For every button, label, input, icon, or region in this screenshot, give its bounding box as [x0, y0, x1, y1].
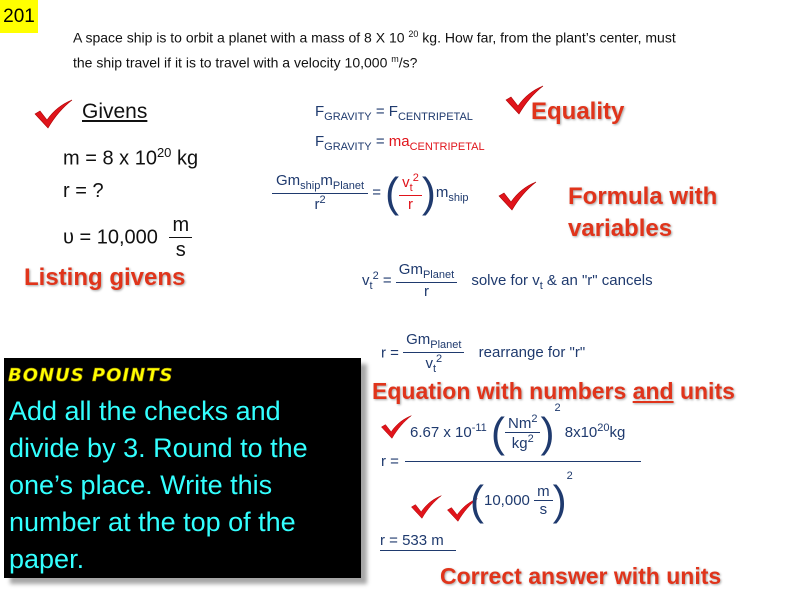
problem-exponent: 20: [408, 29, 419, 39]
eq-text: Gm: [276, 172, 301, 190]
eq-sup: 2: [412, 172, 419, 185]
eq-sub: ship: [300, 180, 321, 193]
rearrange-note: rearrange for "r": [478, 344, 586, 362]
eq-equals: =: [371, 133, 389, 150]
fraction-numerator: m: [534, 483, 553, 501]
equation-force-equality: [315, 103, 473, 123]
checkmark-icon: [409, 493, 443, 521]
eq-text: 8x10: [564, 424, 598, 441]
checkmark-icon: [32, 98, 74, 130]
fraction-denominator: [509, 433, 537, 453]
eq-equals: =: [371, 103, 389, 120]
right-paren: ): [421, 169, 436, 216]
eq-text: v: [402, 174, 410, 192]
eq-sub: Planet: [430, 339, 462, 351]
fraction-velocity: [399, 172, 422, 214]
note-listing-givens: Listing givens: [24, 264, 186, 291]
main-fraction-bar: [405, 461, 641, 462]
fraction-denominator: [422, 353, 445, 376]
denominator-values: [470, 470, 573, 525]
eq-sup: 2: [436, 352, 443, 365]
eq-text: 10,000: [484, 492, 530, 509]
problem-text: A space ship is to orbit a planet with a mass of 8 X 10: [73, 29, 409, 46]
right-paren: ): [540, 409, 555, 457]
unit-numerator: m: [169, 214, 192, 238]
eq-sub: t: [539, 279, 543, 292]
givens-title: Givens: [82, 100, 148, 123]
eq-equals: =: [382, 271, 396, 289]
fraction-numerator: [403, 331, 464, 353]
solve-note: [471, 271, 653, 292]
final-answer: r = 533 m: [380, 532, 444, 549]
answer-underline: [380, 550, 456, 551]
slide-number: 201: [0, 0, 38, 33]
eq-sub: GRAVITY: [324, 141, 372, 153]
equation-formula-variables: [272, 169, 469, 216]
eq-text: m: [435, 183, 449, 201]
problem-unit: m: [391, 53, 399, 64]
eq-text: kg: [609, 424, 626, 441]
eq-f: F: [315, 103, 325, 120]
given-mass: [63, 145, 198, 171]
right-paren: ): [552, 477, 567, 525]
fraction-gm-r: [396, 261, 457, 301]
eq-sup: 2: [554, 402, 561, 414]
fraction-denominator: [311, 194, 328, 214]
unit-denominator: s: [175, 239, 186, 261]
fraction-m-s: [534, 483, 553, 519]
equation-rearrange-r: [381, 331, 585, 376]
eq-sup: 2: [527, 433, 534, 446]
problem-text: kg. How far, from the plant’s center, must: [418, 29, 676, 46]
left-paren: (: [490, 409, 505, 457]
eq-sub: t: [369, 279, 373, 292]
eq-sup: 20: [597, 422, 610, 434]
eq-sub: t: [432, 362, 437, 375]
given-velocity-label: υ = 10,000: [63, 226, 158, 249]
given-velocity: [63, 214, 192, 262]
eq-f: F: [315, 133, 325, 150]
fraction-numerator: [272, 172, 368, 194]
eq-sup: -11: [471, 422, 487, 434]
fraction-nm-kg: [505, 413, 540, 453]
equation-solve-vt: [362, 261, 653, 301]
r-equals: r =: [381, 453, 399, 470]
given-velocity-unit: [169, 214, 192, 262]
eq-sub: GRAVITY: [324, 111, 372, 123]
note-text: units: [673, 378, 735, 404]
eq-text: v: [425, 354, 433, 372]
eq-text: solve for v: [471, 271, 540, 289]
checkmark-icon: [496, 180, 538, 212]
fraction-gm-vt: [403, 331, 464, 376]
given-mass-exponent: 20: [156, 145, 172, 160]
eq-text: Nm: [507, 414, 532, 432]
eq-text: Gm: [406, 331, 431, 348]
eq-sub: Planet: [332, 180, 365, 193]
left-paren: (: [470, 477, 484, 525]
eq-f: F: [388, 103, 398, 120]
eq-text: r: [314, 195, 320, 213]
eq-equals: =: [390, 344, 404, 362]
equation-force-ma: [315, 133, 485, 153]
fraction-gravity: [272, 172, 368, 214]
fraction-denominator: r: [423, 282, 429, 300]
eq-sup: 2: [319, 193, 326, 206]
fraction-numerator: [505, 413, 540, 433]
problem-statement: [73, 24, 788, 73]
eq-sup: 2: [531, 412, 538, 425]
given-radius: r = ?: [63, 180, 104, 202]
fraction-numerator: [396, 261, 457, 283]
note-formula-line: variables: [568, 215, 673, 242]
problem-text: the ship travel if it is to travel with a velocity 10,000: [73, 54, 392, 71]
eq-text: m: [320, 172, 333, 190]
eq-equals: =: [372, 183, 386, 201]
eq-text: & an "r" cancels: [542, 271, 653, 289]
note-correct-answer: Correct answer with units: [440, 563, 722, 589]
note-formula-line: Formula with: [568, 183, 718, 210]
checkmark-icon: [379, 413, 413, 441]
eq-sub: CENTRIPETAL: [409, 141, 485, 153]
fraction-denominator: r: [408, 195, 414, 213]
eq-text: v: [362, 271, 370, 289]
eq-sub: CENTRIPETAL: [397, 111, 473, 123]
eq-text: Gm: [398, 261, 423, 278]
eq-sub: t: [409, 182, 413, 195]
eq-ma: ma: [388, 133, 410, 150]
eq-sub: ship: [448, 191, 469, 204]
eq-text: r: [381, 344, 386, 362]
eq-sup: 2: [566, 470, 573, 482]
eq-sup: 2: [372, 269, 379, 282]
note-equality: Equality: [531, 98, 625, 125]
numerator-values: [410, 402, 626, 457]
fraction-denominator: s: [539, 501, 548, 519]
eq-text: kg: [511, 435, 528, 453]
bonus-points-title: BONUS POINTS: [8, 365, 174, 386]
left-paren: (: [385, 169, 400, 216]
note-text: Equation with numbers: [372, 378, 633, 404]
problem-text: /s?: [398, 54, 418, 71]
eq-text: 6.67 x 10: [410, 424, 472, 441]
given-mass-label: m = 8 x 10: [63, 147, 157, 170]
note-formula: [568, 181, 717, 245]
fraction-numerator: [399, 172, 422, 196]
bonus-points-text: Add all the checks and divide by 3. Round to the one’s place. Write this number at the top of the paper.: [9, 396, 308, 574]
note-equation-numbers: [372, 378, 735, 405]
note-text-underlined: and: [632, 378, 674, 404]
given-mass-unit: kg: [171, 147, 199, 170]
eq-sub: Planet: [422, 269, 455, 281]
